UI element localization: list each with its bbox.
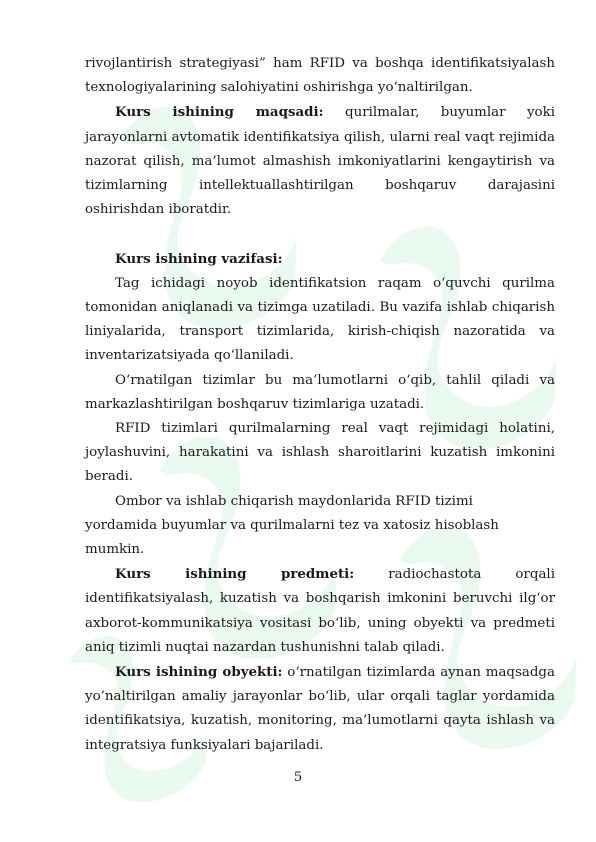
heading-tasks: Kurs ishining vazifasi: bbox=[115, 250, 283, 267]
heading-goal: Kurs ishining maqsadi: bbox=[115, 104, 324, 121]
subject-text: radiochastota orqali identifikatsiyalash, kuzatish va boshqarish imkonini beruvchi ilg‘or axborot-kommunikatsiya vositasi bo‘lib, uning obyekti va predmeti aniq tizimli nuqtai nazardan tushunishni talab qiladi. bbox=[85, 567, 555, 655]
paragraph-object bbox=[85, 660, 555, 758]
page-number: 5 bbox=[293, 770, 303, 785]
goal-text: qurilmalar, buyumlar yoki jarayonlarni avtomatik identifikatsiya qilish, ularni real vaqt rejimida nazorat qilish, ma’lumot almashish imkoniyatlarini kengaytirish va tizimlarning intellektuallashtirilgan boshqaruv darajasini oshirishdan iboratdir. bbox=[85, 105, 555, 218]
paragraph-intro-continuation: rivojlantirish strategiyasi” ham RFID va boshqa identifikatsiyalash texnologiyalarining salohiyatini oshirishga yo‘naltirilgan. bbox=[85, 56, 555, 96]
document-body bbox=[85, 52, 555, 758]
paragraph-tasks-heading bbox=[85, 247, 555, 272]
paragraph-task-3: RFID tizimlari qurilmalarning real vaqt rejimidagi holatini, joylashuvini, harakatini va ishlash sharoitlarini kuzatish imkonini beradi. bbox=[85, 421, 555, 485]
object-text: o‘rnatilgan tizimlarda aynan maqsadga yo’naltirilgan amaliy jarayonlar bo‘lib, ular orqali taglar yordamida identifikatsiya, kuzatish, monitoring, ma’lumotlarni qayta ishlash va integratsiya funksiyalari bajariladi. bbox=[85, 665, 555, 753]
blank-line bbox=[85, 222, 555, 246]
heading-object: Kurs ishining obyekti: bbox=[115, 664, 283, 681]
paragraph-task-2: O‘rnatilgan tizimlar bu ma’lumotlarni o‘qib, tahlil qiladi va markazlashtirilgan boshqaruv tizimlariga uzatadi. bbox=[85, 372, 555, 412]
paragraph-subject bbox=[85, 562, 555, 660]
paragraph-task-4: Ombor va ishlab chiqarish maydonlarida RFID tizimi yordamida buyumlar va qurilmalarni tez va xatosiz hisoblash mumkin. bbox=[85, 493, 499, 558]
paragraph-task-1: Tag ichidagi noyob identifikatsion raqam o‘quvchi qurilma tomonidan aniqlanadi va tizimga uzatiladi. Bu vazifa ishlab chiqarish liniyalarida, transport tizimlarida, kirish-chiqish nazoratida va inventarizatsiyada qo‘llaniladi. bbox=[85, 275, 555, 364]
heading-subject: Kurs ishining predmeti: bbox=[115, 566, 355, 583]
paragraph-goal bbox=[85, 100, 555, 222]
